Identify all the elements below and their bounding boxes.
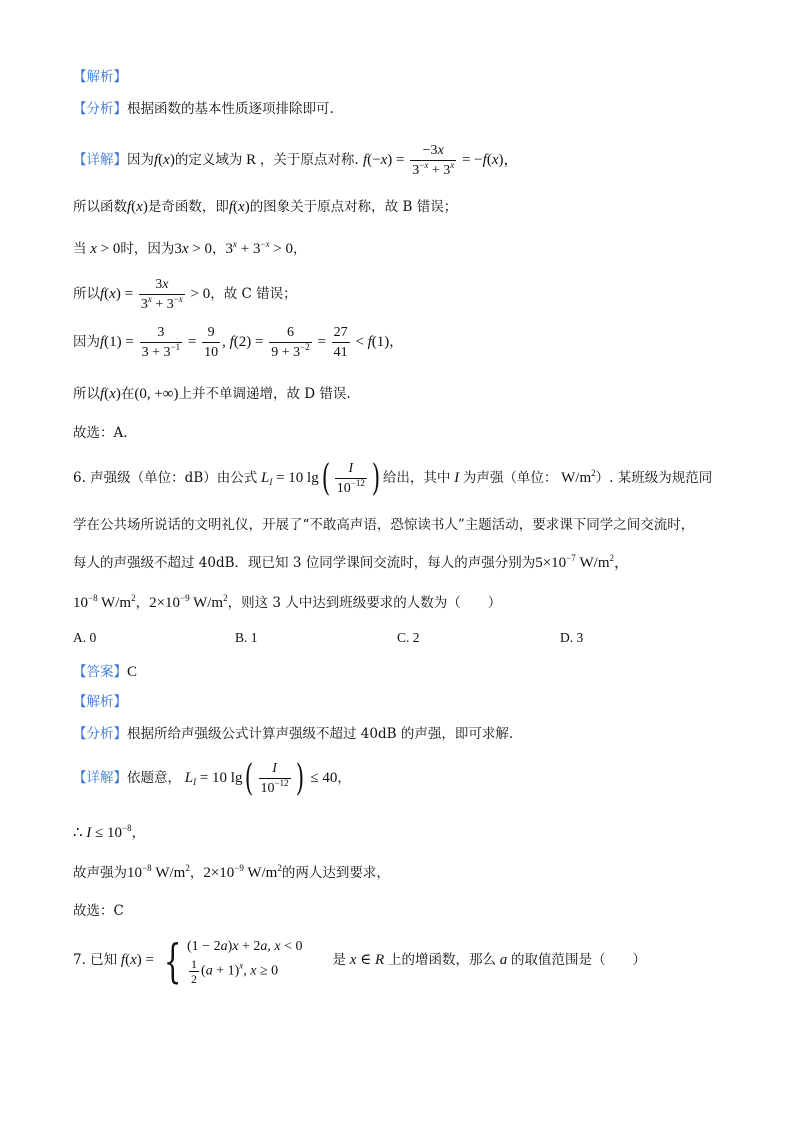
- math: f: [229, 334, 234, 350]
- text: 上并不单调递增，故 D 错误.: [178, 386, 351, 402]
- text: ，: [212, 241, 226, 257]
- math: > 0: [186, 286, 211, 302]
- text: ，: [293, 241, 307, 257]
- math: x: [491, 152, 499, 168]
- math: $5\times 10^{-7}$ $W/m^2$: [535, 553, 614, 571]
- option-b: B. 1: [235, 630, 258, 645]
- math: x: [136, 199, 143, 215]
- q6-analysis-tag: 【解析】: [73, 694, 127, 710]
- math: $10^{-8}$ $W/m^2$: [127, 863, 190, 881]
- math: f: [127, 199, 132, 215]
- math: (2) =: [233, 334, 268, 350]
- text: ，: [131, 825, 146, 841]
- answer-value: C: [127, 664, 138, 680]
- math: (: [158, 152, 164, 168]
- text: 当: [73, 241, 87, 257]
- fraction: $\frac{6}{9 + 3^{-2}}$: [271, 325, 310, 360]
- q5-line3: [73, 240, 307, 258]
- text: 所以函数: [73, 199, 127, 215]
- math: f: [117, 952, 126, 968]
- math: ): [244, 199, 250, 215]
- q6-stem-line3: [73, 554, 629, 572]
- math: ): [115, 386, 121, 402]
- xiangjie-tag: 【详解】: [73, 152, 127, 168]
- q6-fenxi: [73, 725, 513, 743]
- math: R: [375, 952, 388, 968]
- text: 时，因为: [120, 241, 175, 257]
- text: 的定义域为: [174, 152, 243, 168]
- math: x: [130, 952, 137, 968]
- q5-fenxi: [73, 100, 334, 118]
- math: = 10 lg: [196, 770, 243, 786]
- math: (: [104, 286, 110, 302]
- text: 因为: [73, 334, 100, 350]
- q6-stem-line4: [73, 594, 501, 612]
- q6-answer: [73, 663, 137, 681]
- math: <: [351, 334, 368, 350]
- text: 给出，其中: [382, 470, 451, 486]
- text: ，: [337, 770, 351, 786]
- math: x: [346, 952, 357, 968]
- math: )，: [498, 152, 519, 168]
- math: (1) =: [104, 334, 138, 350]
- math: f: [100, 334, 105, 350]
- fraction: $\frac{-3x}{3^{-x} + 3^x}$: [412, 143, 455, 178]
- q5-line6: [73, 385, 351, 403]
- paren-right: ): [371, 457, 381, 499]
- q5-line5: [73, 324, 403, 361]
- math: = −: [458, 152, 483, 168]
- text: 的图象关于原点对称，故 B 错误；: [249, 199, 458, 215]
- math-fx: f: [154, 152, 159, 168]
- q5-line2: [73, 198, 457, 216]
- xiangjie-tag: 【详解】: [73, 770, 127, 786]
- text: ，: [389, 334, 403, 350]
- math-unit: $W/m^2$: [557, 468, 596, 486]
- text: 为声强（单位：: [462, 470, 558, 486]
- math: (: [125, 952, 131, 968]
- q6-conclusion: [73, 864, 390, 882]
- text: ，: [135, 595, 150, 611]
- math: ∴: [73, 825, 87, 841]
- text: ，故 C 错误；: [210, 286, 297, 302]
- paren-left: (: [245, 757, 254, 799]
- math: ≤ $10^{-8}$: [91, 823, 132, 841]
- math: =: [184, 334, 201, 350]
- math: I: [450, 470, 463, 486]
- math: (−: [367, 152, 381, 168]
- piecewise-cases: (1 − 2a)x + 2a, x < 0 $\frac{1}{2}$ $(a + 1)^x$, x ≥ 0: [187, 939, 303, 986]
- text: 的取值范围是（ ）: [510, 952, 646, 968]
- math: =: [313, 334, 330, 350]
- q5-fenxi-text: 根据函数的基本性质逐项排除即可.: [127, 101, 334, 117]
- math: ∈: [356, 952, 376, 968]
- math: ) =: [115, 286, 137, 302]
- text: 的两人达到要求，: [281, 865, 390, 881]
- text: 7. 已知: [73, 952, 118, 968]
- math: (: [486, 152, 492, 168]
- math-f-negx: f: [362, 152, 368, 168]
- text: 是: [332, 952, 346, 968]
- text: 所以: [73, 386, 100, 402]
- math-interval: (0, +∞): [134, 386, 179, 402]
- q6-fenxi-text: 根据所给声强级公式计算声强级不超过 40dB 的声强，即可求解.: [127, 726, 514, 742]
- math: $2\times 10^{-9}$ $W/m^2$: [203, 863, 282, 881]
- fraction: $\frac{3}{3 + 3^{-1}}$: [141, 325, 181, 360]
- math: (: [131, 199, 137, 215]
- text: 依题意，: [127, 770, 181, 786]
- math: (1): [371, 334, 390, 350]
- math: x: [86, 241, 97, 257]
- brace: {: [163, 933, 182, 988]
- fraction: $\frac{I}{10^{-12}}$: [260, 761, 289, 796]
- math: f: [228, 199, 234, 215]
- fraction: $\frac{27}{41}$: [333, 325, 348, 360]
- text: ）. 某班级为规范同: [595, 470, 713, 486]
- fenxi-tag: 【分析】: [73, 726, 127, 742]
- math: ) =: [136, 952, 158, 968]
- text: 在: [120, 386, 135, 402]
- math: x: [181, 241, 189, 257]
- text: ，: [189, 865, 204, 881]
- math: ): [169, 152, 175, 168]
- math: $3^x + 3^{-x} > 0$: [225, 239, 294, 257]
- q7-stem: [73, 930, 646, 990]
- math: ): [142, 199, 148, 215]
- math: 3: [174, 241, 182, 257]
- q5-line4: [73, 276, 297, 313]
- paren-right: ): [295, 757, 304, 799]
- q6-choice: 故选：C: [73, 903, 124, 919]
- text: 因为: [127, 152, 154, 168]
- math: $10^{-8}$ $W/m^2$: [73, 593, 136, 611]
- math: ,: [222, 334, 230, 350]
- paren-left: (: [321, 457, 330, 499]
- math-R: R: [242, 152, 260, 168]
- q6-therefore: [73, 824, 145, 842]
- q6-stem-line1: [73, 457, 713, 499]
- math: x: [109, 386, 116, 402]
- text: 上的增函数，那么: [387, 952, 496, 968]
- fraction: $\frac{3x}{3^x + 3^{-x}}$: [140, 277, 183, 312]
- math: x: [163, 152, 170, 168]
- fenxi-tag: 【分析】: [73, 101, 127, 117]
- math: $2\times 10^{-9}$ $W/m^2$: [149, 593, 228, 611]
- math: x: [109, 286, 116, 302]
- math: $L_I$: [181, 770, 197, 787]
- math: a: [495, 952, 511, 968]
- math: ≤ 40: [306, 770, 338, 786]
- option-a: A. 0: [73, 630, 97, 645]
- q5-xiangjie-line1: [73, 142, 518, 179]
- text: 是奇函数，即: [147, 199, 229, 215]
- math: I: [86, 825, 92, 841]
- q5-choice: 故选：A.: [73, 425, 128, 441]
- option-c: C. 2: [397, 630, 420, 645]
- text: 故声强为: [73, 865, 127, 881]
- math: f: [100, 386, 105, 402]
- text: ，关于原点对称.: [259, 152, 359, 168]
- math: (: [104, 386, 110, 402]
- math: > 0: [188, 241, 213, 257]
- text: 每人的声强级不超过 40dB．现已知 3 位同学课间交流时，每人的声强分别为: [73, 555, 536, 571]
- text: ，则这 3 人中达到班级要求的人数为（ ）: [227, 595, 502, 611]
- math: x: [238, 199, 245, 215]
- text: 6. 声强级（单位：dB）由公式: [73, 470, 258, 486]
- math: f: [482, 152, 487, 168]
- math: (: [233, 199, 239, 215]
- answer-tag: 【答案】: [73, 664, 127, 680]
- math: f: [367, 334, 372, 350]
- math: > 0: [96, 241, 121, 257]
- fraction: $\frac{9}{10}$: [204, 325, 219, 360]
- q6-stem-line2: 学在公共场所说话的文明礼仪，开展了“不敢高声语，恐惊读书人”主题活动，要求课下同学之间交流时，: [73, 517, 695, 533]
- analysis-tag: 【解析】: [73, 69, 127, 85]
- q6-xiangjie: [73, 757, 351, 799]
- math: $L_I$: [257, 470, 273, 487]
- option-d: D. 3: [560, 630, 584, 645]
- math: x: [380, 152, 388, 168]
- math: f: [100, 286, 105, 302]
- fraction: $\frac{I}{10^{-12}}$: [336, 461, 365, 496]
- text: 所以: [73, 286, 100, 302]
- math: ) =: [387, 152, 409, 168]
- math: ，: [614, 555, 630, 571]
- math: = 10 lg: [272, 470, 319, 486]
